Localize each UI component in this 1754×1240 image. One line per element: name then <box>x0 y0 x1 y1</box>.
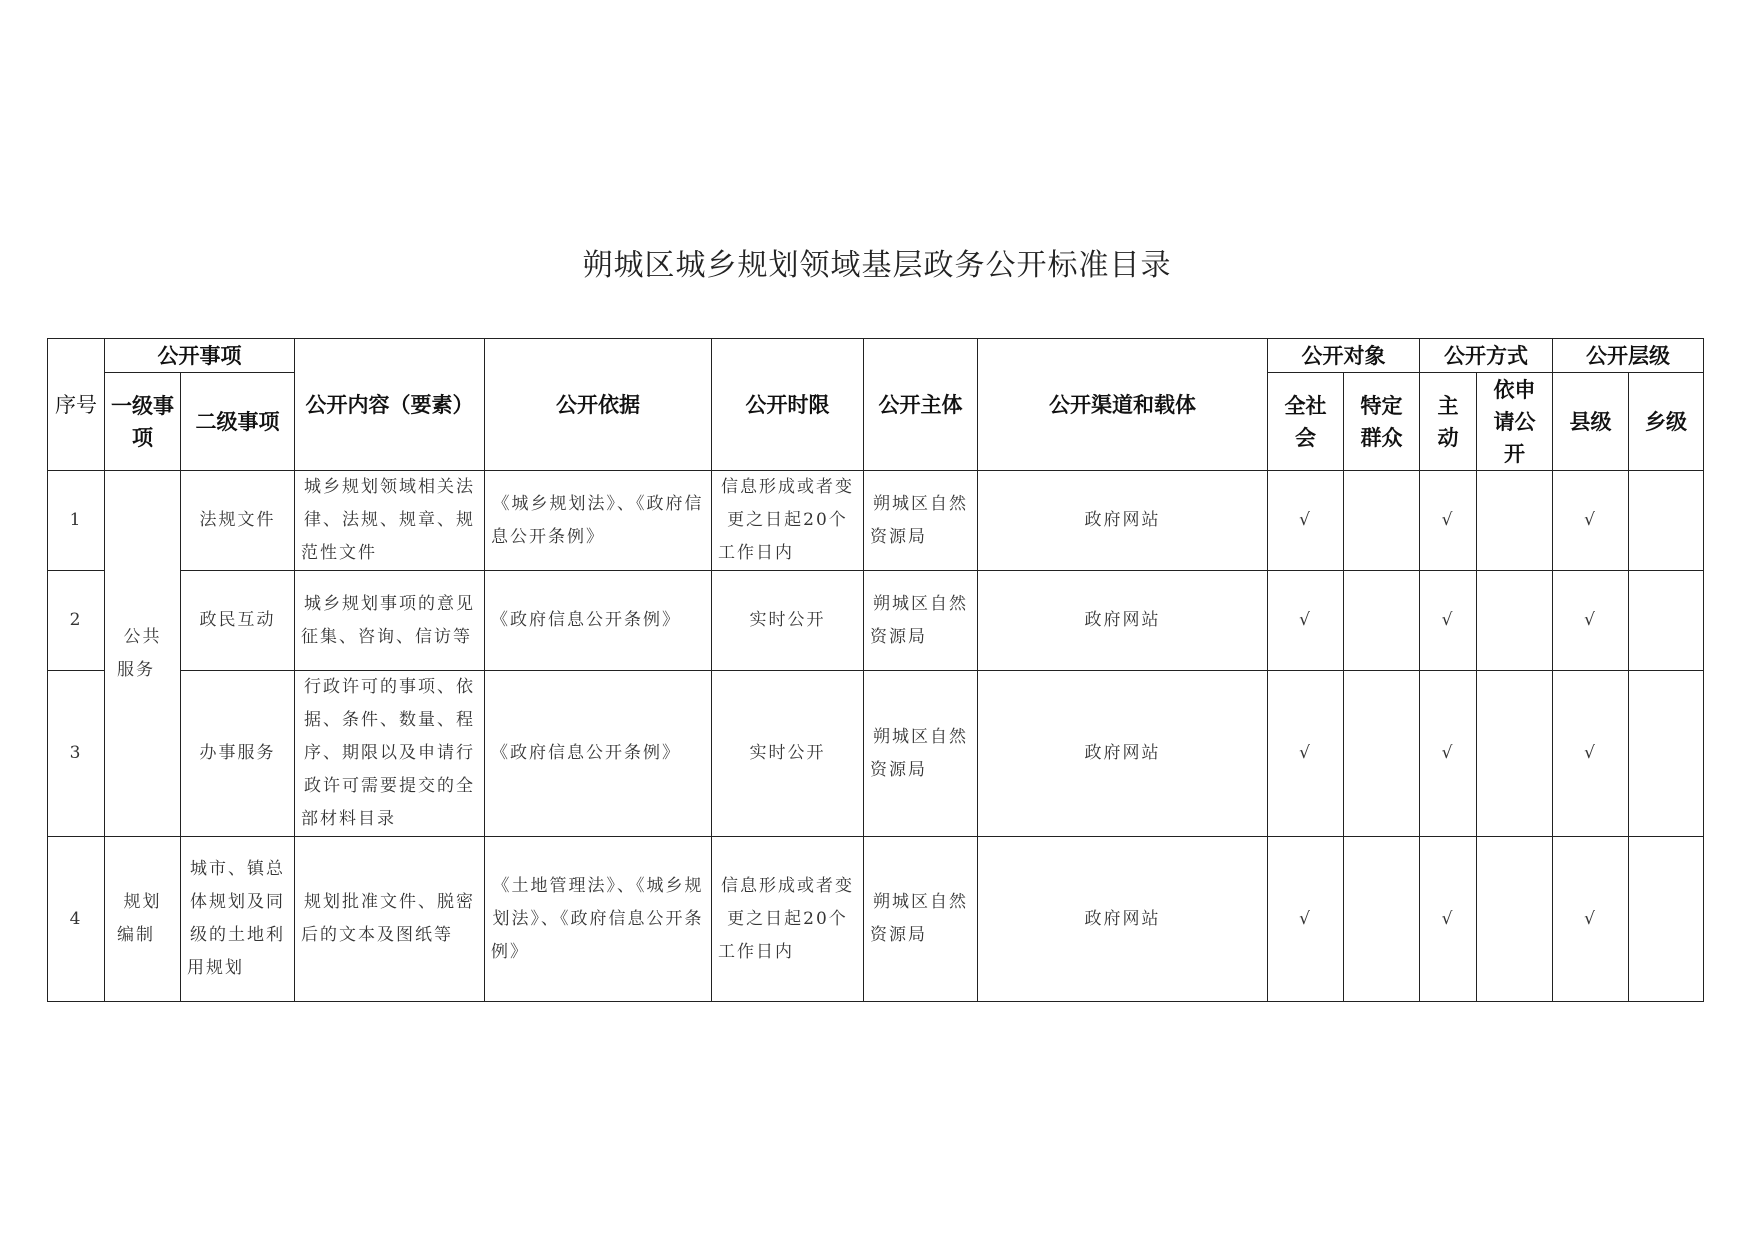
row-seq: 3 <box>48 671 105 837</box>
row-level-county: √ <box>1553 837 1629 1002</box>
header-method-active: 主动 <box>1420 373 1477 471</box>
header-subject: 公开主体 <box>864 339 978 471</box>
row-method-request <box>1477 571 1553 671</box>
row-subject: 朔城区自然资源局 <box>864 671 978 837</box>
row-content: 城乡规划事项的意见征集、咨询、信访等 <box>295 571 485 671</box>
row-content: 城乡规划领域相关法律、法规、规章、规范性文件 <box>295 471 485 571</box>
row-content: 规划批准文件、脱密后的文本及图纸等 <box>295 837 485 1002</box>
row-time-limit: 实时公开 <box>712 571 864 671</box>
row-content: 行政许可的事项、依据、条件、数量、程序、期限以及申请行政许可需要提交的全部材料目录 <box>295 671 485 837</box>
row-method-active: √ <box>1420 471 1477 571</box>
catalog-table <box>47 338 1704 1002</box>
row-method-active: √ <box>1420 837 1477 1002</box>
header-target-specific: 特定群众 <box>1344 373 1420 471</box>
header-level-town: 乡级 <box>1629 373 1704 471</box>
row-target-all: √ <box>1268 837 1344 1002</box>
row-channel: 政府网站 <box>978 837 1268 1002</box>
group-public-service: 公共服务 <box>105 471 181 837</box>
row-channel: 政府网站 <box>978 571 1268 671</box>
row-level-county: √ <box>1553 471 1629 571</box>
row-level-town <box>1629 671 1704 837</box>
header-row-top <box>48 339 1704 373</box>
row-level-county: √ <box>1553 571 1629 671</box>
group-planning: 规划编制 <box>105 837 181 1002</box>
row-level2: 法规文件 <box>181 471 295 571</box>
row-target-all: √ <box>1268 471 1344 571</box>
header-content: 公开内容（要素） <box>295 339 485 471</box>
row-method-request <box>1477 837 1553 1002</box>
row-level2: 办事服务 <box>181 671 295 837</box>
row-time-limit: 信息形成或者变更之日起20个工作日内 <box>712 471 864 571</box>
row-level2: 城市、镇总体规划及同级的土地利用规划 <box>181 837 295 1002</box>
row-method-active: √ <box>1420 571 1477 671</box>
row-level-town <box>1629 471 1704 571</box>
header-level2: 二级事项 <box>181 373 295 471</box>
header-channel: 公开渠道和载体 <box>978 339 1268 471</box>
row-seq: 1 <box>48 471 105 571</box>
header-target: 公开对象 <box>1268 339 1420 373</box>
row-target-all: √ <box>1268 571 1344 671</box>
header-method: 公开方式 <box>1420 339 1553 373</box>
row-subject: 朔城区自然资源局 <box>864 837 978 1002</box>
row-seq: 4 <box>48 837 105 1002</box>
row-time-limit: 实时公开 <box>712 671 864 837</box>
row-channel: 政府网站 <box>978 671 1268 837</box>
header-level: 公开层级 <box>1553 339 1704 373</box>
row-target-specific <box>1344 671 1420 837</box>
row-channel: 政府网站 <box>978 471 1268 571</box>
header-method-request: 依申请公开 <box>1477 373 1553 471</box>
row-basis: 《政府信息公开条例》 <box>485 671 712 837</box>
header-time-limit: 公开时限 <box>712 339 864 471</box>
header-seq: 序号 <box>48 339 105 471</box>
header-matters: 公开事项 <box>105 339 295 373</box>
row-method-request <box>1477 471 1553 571</box>
row-target-specific <box>1344 471 1420 571</box>
row-basis: 《政府信息公开条例》 <box>485 571 712 671</box>
table-row <box>48 671 1704 837</box>
header-target-all: 全社会 <box>1268 373 1344 471</box>
header-level-county: 县级 <box>1553 373 1629 471</box>
row-basis: 《城乡规划法》、《政府信息公开条例》 <box>485 471 712 571</box>
row-level-town <box>1629 571 1704 671</box>
table-row <box>48 837 1704 1002</box>
row-time-limit: 信息形成或者变更之日起20个工作日内 <box>712 837 864 1002</box>
row-method-request <box>1477 671 1553 837</box>
row-level-town <box>1629 837 1704 1002</box>
row-level-county: √ <box>1553 671 1629 837</box>
row-target-specific <box>1344 837 1420 1002</box>
table-row <box>48 571 1704 671</box>
row-target-all: √ <box>1268 671 1344 837</box>
row-seq: 2 <box>48 571 105 671</box>
row-level2: 政民互动 <box>181 571 295 671</box>
row-subject: 朔城区自然资源局 <box>864 471 978 571</box>
table-row <box>48 471 1704 571</box>
row-basis: 《土地管理法》、《城乡规划法》、《政府信息公开条例》 <box>485 837 712 1002</box>
row-subject: 朔城区自然资源局 <box>864 571 978 671</box>
row-method-active: √ <box>1420 671 1477 837</box>
page-title: 朔城区城乡规划领域基层政务公开标准目录 <box>582 248 1172 283</box>
row-target-specific <box>1344 571 1420 671</box>
header-basis: 公开依据 <box>485 339 712 471</box>
header-level1: 一级事项 <box>105 373 181 471</box>
